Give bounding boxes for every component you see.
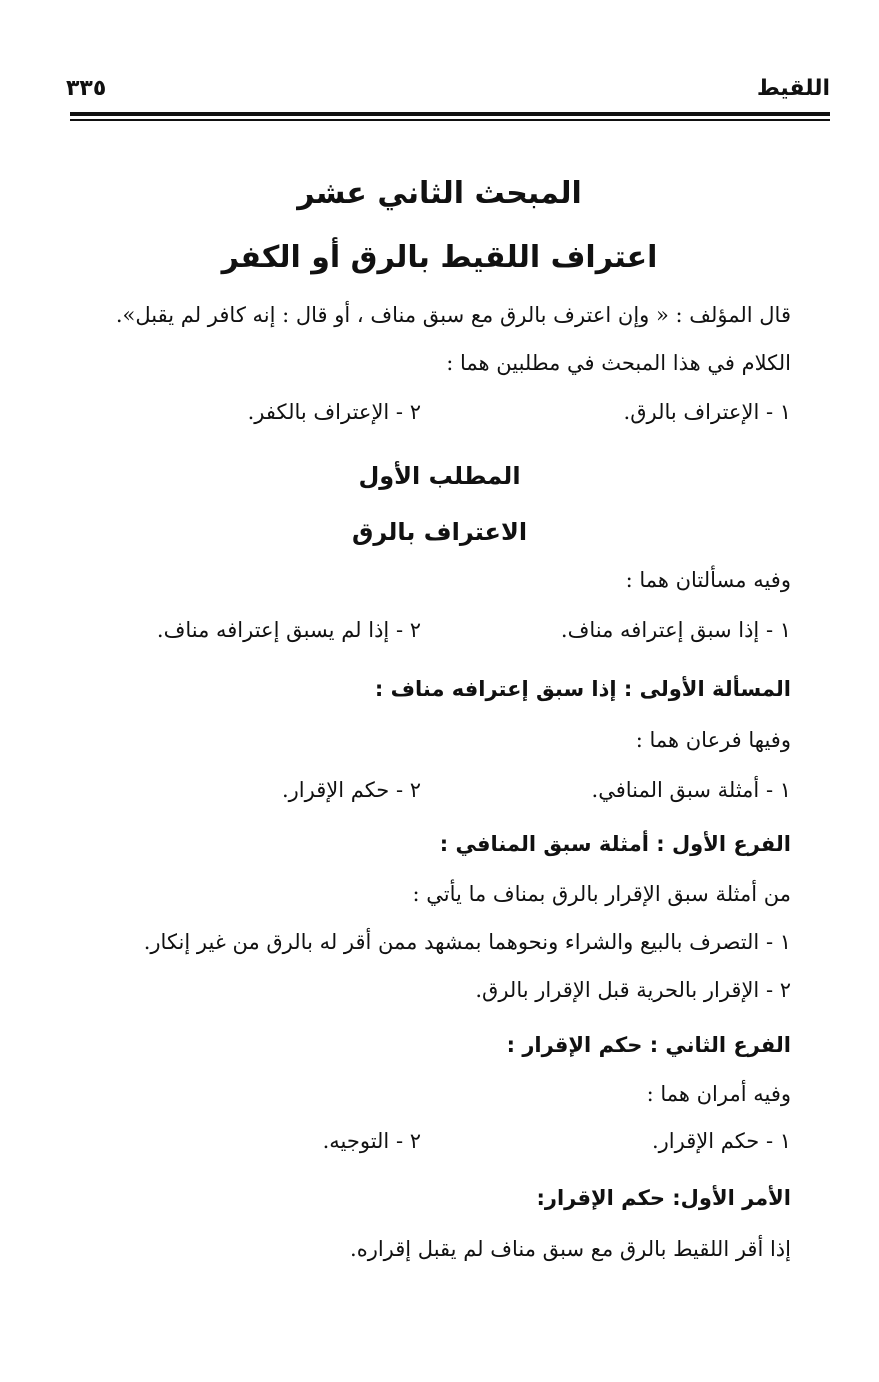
branches-intro: وفيها فرعان هما : [635, 728, 791, 752]
list-item: ١ - حكم الإقرار. [651, 1129, 791, 1153]
list-matters [71, 1129, 791, 1163]
list-item: ٢ - حكم الإقرار. [281, 778, 421, 802]
matter-one-heading: الأمر الأول: حكم الإقرار: [536, 1186, 791, 1210]
examples-intro: من أمثلة سبق الإقرار بالرق بمناف ما يأتي : [412, 882, 791, 906]
header-rule-thin [70, 119, 830, 121]
header-rule-thick [70, 112, 830, 116]
branch-one-heading: الفرع الأول : أمثلة سبق المنافي : [439, 832, 791, 856]
matters-intro: وفيه أمران هما : [646, 1082, 791, 1106]
list-item: ١ - الإعتراف بالرق. [623, 400, 791, 424]
issue-one-heading: المسألة الأولى : إذا سبق إعترافه مناف : [374, 677, 791, 701]
demand-heading: المطلب الأول [358, 462, 521, 490]
example-item: ١ - التصرف بالبيع والشراء ونحوهما بمشهد ممن أقر له بالرق من غير إنكار. [143, 930, 791, 954]
section-heading: المبحث الثاني عشر [297, 176, 582, 211]
list-item: ٢ - الإعتراف بالكفر. [247, 400, 421, 424]
author-quote: قال المؤلف : « وإن اعترف بالرق مع سبق مناف ، أو قال : إنه كافر لم يقبل». [115, 303, 791, 327]
example-item: ٢ - الإقرار بالحرية قبل الإقرار بالرق. [475, 978, 791, 1002]
page-number: ٣٣٥ [66, 76, 107, 101]
list-item: ١ - أمثلة سبق المنافي. [591, 778, 791, 802]
demand-title: الاعتراف بالرق [351, 518, 528, 546]
running-title: اللقيط [756, 76, 830, 101]
list-branches [71, 778, 791, 812]
list-demands [71, 400, 791, 434]
topic-heading: اعتراف اللقيط بالرق أو الكفر [221, 240, 658, 275]
list-issues [71, 618, 791, 652]
page-header [66, 70, 830, 110]
list-item: ٢ - إذا لم يسبق إعترافه مناف. [156, 618, 421, 642]
intro-paragraph: الكلام في هذا المبحث في مطلبين هما : [446, 351, 791, 375]
branch-two-heading: الفرع الثاني : حكم الإقرار : [506, 1033, 791, 1057]
list-item: ١ - إذا سبق إعترافه مناف. [560, 618, 791, 642]
list-item: ٢ - التوجيه. [322, 1129, 421, 1153]
ruling-paragraph: إذا أقر اللقيط بالرق مع سبق مناف لم يقبل إقراره. [350, 1237, 791, 1261]
issues-intro: وفيه مسألتان هما : [625, 568, 791, 592]
